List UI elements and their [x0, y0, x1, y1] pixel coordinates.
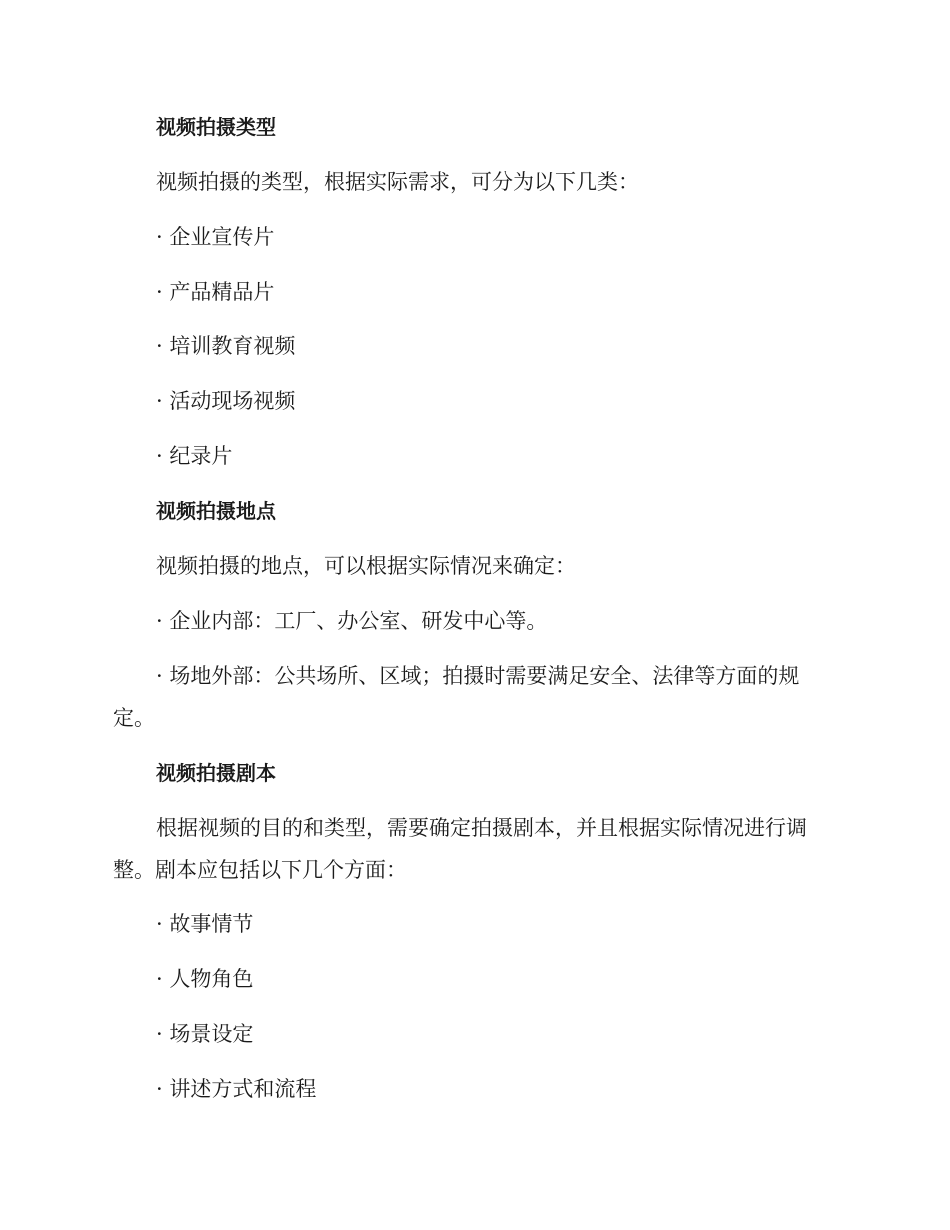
- section-heading-video-script: 视频拍摄剧本: [156, 761, 276, 785]
- list-item: · 纪录片: [156, 444, 233, 468]
- section-intro: 视频拍摄的地点，可以根据实际情况来确定：: [156, 554, 576, 578]
- section-intro: 视频拍摄的类型，根据实际需求，可分为以下几类：: [156, 170, 639, 194]
- list-item: · 讲述方式和流程: [156, 1077, 317, 1101]
- list-item: · 产品精品片: [156, 280, 275, 304]
- list-item-line-1: · 场地外部：公共场所、区域；拍摄时需要满足安全、法律等方面的规: [156, 664, 800, 688]
- section-heading-video-types: 视频拍摄类型: [156, 115, 276, 139]
- section-intro-line-2: 整。剧本应包括以下几个方面：: [113, 858, 407, 882]
- list-item: · 企业内部：工厂、办公室、研发中心等。: [156, 609, 548, 633]
- list-item: · 培训教育视频: [156, 334, 296, 358]
- list-item: · 故事情节: [156, 912, 254, 936]
- list-item-line-2: 定。: [113, 706, 155, 730]
- list-item: · 活动现场视频: [156, 389, 296, 413]
- section-intro-line-1: 根据视频的目的和类型，需要确定拍摄剧本，并且根据实际情况进行调: [156, 816, 807, 840]
- list-item: · 人物角色: [156, 967, 254, 991]
- list-item: · 企业宣传片: [156, 225, 275, 249]
- list-item: · 场景设定: [156, 1022, 254, 1046]
- section-heading-video-locations: 视频拍摄地点: [156, 499, 276, 523]
